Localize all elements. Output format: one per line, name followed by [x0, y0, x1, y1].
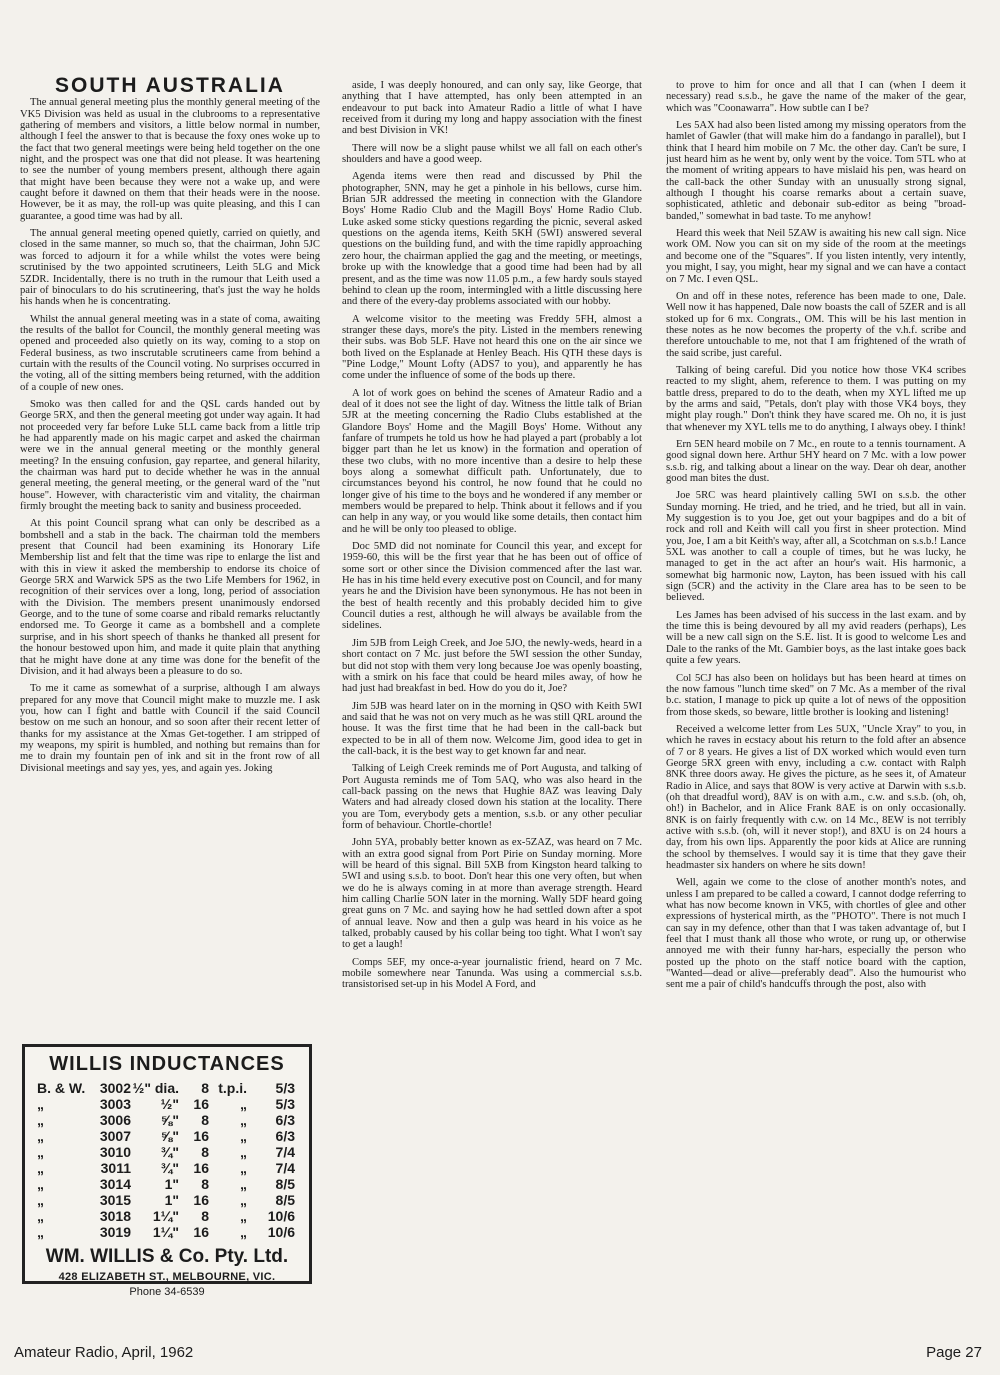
paragraph: to prove to him for once and all that I can (when I deem it necessary) read s.s.b., he gave the name of the maker of the gear, which was "Coonawarra". How subtle can I be? — [666, 80, 966, 114]
advert-cell: ½" dia. — [132, 1080, 179, 1096]
advert-cell: 10/6 — [267, 1208, 295, 1224]
footer-page-number: Page 27 — [926, 1344, 982, 1361]
advert-cell: „ — [37, 1192, 44, 1208]
paragraph: A lot of work goes on behind the scenes of Amateur Radio and a deal of it does not see the light of day. Witness the little talk of Brian 5JR at the meeting concerning the Radio Clubs established at the Glandore Boys' Home and the Magill Boys' Home. Without any fanfare of trumpets he told us how he had played a part (probably a lot bigger part than he let us know) in the formation and operation of these two clubs, with no more incentive than a desire to help these boys along a somewhat difficult path. Unfortunately, due to circumstances beyond his control, he now found that he could no longer give of his time to the boys and he wondered if any member or members would be prepared to help. Think about it fellows and if you can help in any way, or you would like some details, then contact him and he will be only too pleased to oblige. — [342, 387, 642, 535]
paragraph: Comps 5EF, my once-a-year journalistic friend, heard on 7 Mc. mobile somewhere near Tanunda. Was using a commercial s.s.b. transistorised set-up in his Model A Ford, and — [342, 956, 642, 991]
page-content — [20, 76, 988, 1336]
advert-row — [37, 1080, 301, 1096]
advert-cell: „ — [37, 1144, 44, 1160]
paragraph: The annual general meeting plus the monthly general meeting of the VK5 Division was held as usual in the clubrooms to a representative gathering of members and visitors, a little below normal in number, although I feel the answer to that is because the foxy ones woke up to the fact that two general meetings were being held together on the one night, and the prospect was one that did not please. It was heartening to see the number of young members present, although there again that might have been because they were not a wake up, and were caught before it dawned on them that their heads were in the noose. However, be it as may, the roll-up was quite pleasing, and this I can guarantee, a good time was had by all. — [20, 97, 320, 222]
advert-cell: 1" — [164, 1192, 179, 1208]
advert-row — [37, 1208, 301, 1224]
paragraph: On and off in these notes, reference has been made to one, Dale. Well now it has happened, Dale now boasts the call of 5ZER and is all stoked up for 6 mx. Congrats., OM. This will be his last mention in these notes as he now becomes the property of the v.h.f. scribe and therefore untouchable to me, not that I am frightened of the wrath of the said scribe, just careful. — [666, 290, 966, 359]
advert-cell: 8 — [201, 1112, 209, 1128]
column-3 — [666, 80, 966, 1340]
advert-cell: 5/3 — [275, 1096, 295, 1112]
paragraph: John 5YA, probably better known as ex-5ZAZ, was heard on 7 Mc. with an extra good signal from Port Pirie on Sunday morning. More will be heard of this signal. Bill 5XB from Kingston heard talking to 5WI and using s.s.b. to boot. Don't hear this one very often, but when we do he is always coming in at more than average strength. Heard him calling Charlie 5ON later in the morning. Wally 5DF heard going great guns on 7 Mc. and saying how he had settled down after a spot of annual leave. Now and then a gulp was heard in his voice as he talked, probably caused by his collar being too tight. What I won't say to get a laugh! — [342, 837, 642, 951]
advert-cell: 7/4 — [275, 1144, 295, 1160]
advert-row — [37, 1144, 301, 1160]
advert-cell: „ — [37, 1224, 44, 1240]
advert-cell: 1¼" — [152, 1224, 179, 1240]
paragraph: Talking of being careful. Did you notice how those VK4 scribes reacted to my slight, ahem, reference to them. I was putting on my battle dress, prepared to do to the death, when my XYL lifted me up by the arms and said, "Petals, don't play with those VK4 boys, they might play rough." Don't think they have scared me. Oh no, it is just that whenever my XYL tells me to do anything, I always obey. I think! — [666, 364, 966, 433]
paragraph: Jim 5JB was heard later on in the morning in QSO with Keith 5WI and said that he was not on very much as he was still QRL around the house. It was the first time that he had been in the call-back but expected to be in all of them now. Welcome Jim, good idea to get in the call-back, it is the best way to get known far and near. — [342, 700, 642, 757]
paragraph: Whilst the annual general meeting was in a state of coma, awaiting the results of the ballot for Council, the monthly general meeting was opened and proceeded also quietly on its way, coming to a stop on Federal business, as two inscrutable scrutineers came from behind a curtain with the results of the Council voting. No surprises occurred in the voting, all of the sitting members being returned, with the addition of a couple of new ones. — [20, 313, 320, 393]
paragraph: Heard this week that Neil 5ZAW is awaiting his new call sign. Nice work OM. Now you can sit on my side of the room at the meetings and become one of the "Squares". If you listen intently, very intently, you might, I say, you might, hear my signal and we can have a contact on 7 Mc. I even QSL. — [666, 228, 966, 285]
paragraph: At this point Council sprang what can only be described as a bombshell and a stab in the back. The chairman told the members present that Council had been examining its Honorary Life Membership list and felt that the time was ripe to enlarge the list and with this in view it asked the membership to endorse its choice of George 5RX and Warwick 5PS as the two Life Members for 1962, in recognition of their services over a long, long, period of association with the Division. The members present unanimously endorsed George, and to the tune of some coarse and ribald remarks reluctantly endorsed me. To George it came as a bombshell and a complete surprise, and in his short speech of thanks he thanked all present for the honour bestowed upon him, and made it quite plain that anything that he might have done at any time was done for the benefit of the Division, and it had always been a pleasure to do so. — [20, 518, 320, 677]
advert-cell: „ — [240, 1208, 247, 1224]
advert-cell: 3011 — [100, 1160, 131, 1176]
advert-cell: „ — [240, 1192, 247, 1208]
advert-cell: 3019 — [99, 1224, 131, 1240]
advert-cell: 3014 — [99, 1176, 131, 1192]
advert-cell: 8 — [201, 1176, 209, 1192]
advert-cell: t.p.i. — [218, 1080, 247, 1096]
advert-cell: „ — [37, 1160, 44, 1176]
paragraph: Doc 5MD did not nominate for Council this year, and except for 1959-60, this will be the first year that he has been out of office of some sort or other since the Division commenced after the last war. He has in his time held every executive post on Council, and for many years he and the Division have been synonymous. He has not been in the best of health recently and this probably decided him to give Council duties a rest, although he will always be available from the sidelines. — [342, 541, 642, 632]
advert-cell: ¾" — [160, 1160, 179, 1176]
advert-cell: „ — [37, 1208, 44, 1224]
advert-row — [37, 1176, 301, 1192]
advert-cell: „ — [240, 1112, 247, 1128]
advert-cell: 3010 — [99, 1144, 131, 1160]
paragraph: Received a welcome letter from Les 5UX, "Uncle Xray" to you, in which he raves in ecstacy about his return to the fold after an absence of 7 or 8 years. He gives a list of DX worked which would even turn George 5RX green with envy, including a c.w. contact with Ralph 8NK three doors away. He gives the picture, as he sees it, of Amateur Radio in Alice, and says that 8OW is very active at Darwin with s.s.b. (oh that dreadful word), 8AV is on with a.m., c.w. and s.s.b. (oh, oh, oh!) in Bachelor, and in Alice Frank 8AE is on only occasionally. 8NK is on fairly frequently with c.w. on 14 Mc., 8EW is not terribly active with s.s.b. (oh, will it never stop!), and 8XU is on 24 hours a day, from his own lips. Apparently the poor kids at Alice are running the school by themselves. I would say it is time that they gave their headmaster six handers on where he sits down! — [666, 723, 966, 871]
paragraph: Well, again we come to the close of another month's notes, and unless I am prepared to be called a coward, I cannot dodge referring to what has now become known in VK5, with chortles of glee and other expressions of hysterical mirth, as the "PHOTO". There is not much I can say in my defence, other than that I was taken advantage of, but I feel that I must thank all those who wrote, or rung up, or otherwise annoyed me with their funny har-hars, especially the person who posted up the photo on the staff notice board with the caption, "Wanted—dead or alive—preferably dead". Also the humourist who sent me a pair of child's handcuffs through the post, also with — [666, 877, 966, 991]
advert-cell: ½" — [160, 1096, 179, 1112]
advert-cell: „ — [37, 1128, 44, 1144]
paragraph: Les 5AX had also been listed among my missing operators from the hamlet of Gawler (that will make him do a fandango in parallel), but I think that I heard him mobile on 7 Mc. the other day. Can't be sure, I just heard him as he went by, only went by the voice. Tom 5TL who at the moment of writing appears to have mislaid his pen, was heard on the call-back the other Sunday with an unusually strong signal, although I thought his coarse remarks about a certain suave, sophisticated, athletic and debonair sub-editor as being "broad-banded," somewhat in bad taste. To me anyhow! — [666, 120, 966, 222]
advert-cell: 7/4 — [275, 1160, 295, 1176]
willis-inductances-advert — [22, 1044, 312, 1298]
paragraph: Agenda items were then read and discussed by Phil the photographer, 5NN, may he get a pinhole in his bellows, curse him. Brian 5JR addressed the meeting in connection with the Glandore Boys' Home Radio Club and the Magill Boys' Home Radio Club. Luke asked some sticky questions regarding the picnic, several asked questions on the agenda items, Keith 5KH (5WI) answered several questions on the building fund, and with the time rapidly approaching zero hour, the chairman applied the gag and the meeting, or meetings, broke up with the knowledge that a good time had been had by all present, and as the time was now 11.05 p.m., a few hardy souls stayed behind to clean up the room, intermingled with a little discussing here and there of the every-day problems associated with our hobby. — [342, 171, 642, 308]
column-3-text — [666, 80, 966, 991]
advert-cell: „ — [37, 1112, 44, 1128]
advert-cell: 16 — [193, 1192, 209, 1208]
advert-cell: 3015 — [99, 1192, 131, 1208]
paragraph: Col 5CJ has also been on holidays but has been heard at times on the now famous "lunch time sked" on 7 Mc. As a member of the rival b.c. station, I manage to pick up quite a lot of news of the opposition from those skeds, so beware, little brother is looking and listening! — [666, 672, 966, 718]
advert-cell: ⅝" — [160, 1112, 179, 1128]
paragraph: aside, I was deeply honoured, and can only say, like George, that anything that I have attempted, has only been attempted in an endeavour to put back into Amateur Radio a little of what I have received from it during my long and happy association with the finest and best Division in VK! — [342, 80, 642, 137]
advert-cell: 8/5 — [275, 1192, 295, 1208]
advert-cell: „ — [240, 1096, 247, 1112]
advert-cell: B. & W. — [37, 1080, 86, 1096]
advert-cell: 16 — [193, 1128, 209, 1144]
paragraph: To me it came as somewhat of a surprise, although I am always prepared for any move that Council might make to muzzle me. I ask you, how can I fight and battle with Council if the said Council bestow on me such an honour, and so soon after their recent letter of thanks for my assistance at the Xmas Get-together. I am stripped of my weapons, my spirit is humbled, and nothing but remains than for me to drain my fountain pen of ink and sit in the front row of all Divisional meetings and say yes, yes, and again yes. Joking — [20, 683, 320, 774]
paragraph: The annual general meeting opened quietly, carried on quietly, and closed in the same manner, so much so, that the chairman, John 5JC was forced to adjourn it for a while whilst the votes were being scrutinised by the two appointed scrutineers, Leith 5LG and Mick 5ZDR. Incidentally, there is no truth in the rumour that Leith used a pair of binoculars to do his scrutineering, that's just the way he holds his hands when he is concentrating. — [20, 228, 320, 308]
advert-title: WILLIS INDUCTANCES — [49, 1053, 285, 1075]
advert-cell: „ — [240, 1160, 247, 1176]
paragraph: Joe 5RC was heard plaintively calling 5WI on s.s.b. the other Sunday morning. He tried, and he tried, and he tried, but all in vain. My suggestion is to you Joe, get out your bagpipes and do a bit of rock and roll and Keith will call you first in sheer protection. Mind you, Joe, I am a bit Keith's way, after all, a Scotchman on s.s.b.! Lance 5XL was another to call a couple of times, but he was lucky, he managed to get in the act after an hour's wait. His harmonic, a somewhat big harmonic now, Layton, has been issued with his call sign (5CR) and the activity in the Clare area has to be seen to be believed. — [666, 490, 966, 604]
advert-row — [37, 1224, 301, 1240]
advert-row — [37, 1112, 301, 1128]
advert-row — [37, 1128, 301, 1144]
advert-cell: „ — [37, 1176, 44, 1192]
advert-cell: „ — [37, 1096, 44, 1112]
paragraph: Ern 5EN heard mobile on 7 Mc., en route to a tennis tournament. A good signal down here. Arthur 5HY heard on 7 Mc. with a low power s.s.b. rig, and talking about a linear on the way. Dear oh dear, another good man bites the dust. — [666, 438, 966, 484]
advert-cell: 3006 — [99, 1112, 131, 1128]
advert-row — [37, 1160, 301, 1176]
advert-cell: 1" — [164, 1176, 179, 1192]
advert-row — [37, 1096, 301, 1112]
paragraph: Talking of Leigh Creek reminds me of Port Augusta, and talking of Port Augusta reminds me of Tom 5AQ, who was also heard in the call-back passing on the news that Hughie 8AZ was leaving Daly Waters and had already closed down his station at the locality. There you are Tom, everybody gets a mention, s.s.b. or any other peculiar form of behaviour. Chortle-chortle! — [342, 763, 642, 831]
advert-cell: „ — [240, 1144, 247, 1160]
advert-cell: 5/3 — [275, 1080, 295, 1096]
advert-cell: 6/3 — [275, 1128, 295, 1144]
advert-cell: ⅝" — [160, 1128, 179, 1144]
advert-cell: „ — [240, 1128, 247, 1144]
advert-phone: Phone 34-6539 — [129, 1286, 205, 1298]
advert-cell: 1¼" — [152, 1208, 179, 1224]
advert-cell: 16 — [193, 1224, 209, 1240]
footer-publication: Amateur Radio, April, 1962 — [14, 1344, 194, 1361]
paragraph: Les James has been advised of his success in the last exam. and by the time this is being devoured by all my avid readers (perhaps), Les will be a new call sign on the S.E. list. It is good to welcome Les and Dale to the ranks of the Mt. Gambier boys, as the last intake goes back quite a few years. — [666, 609, 966, 667]
paragraph: A welcome visitor to the meeting was Freddy 5FH, almost a stranger these days, more's the pity. Listed in the members renewing their subs. was Bob 5LF. Have not heard this one on the air since we both lived on the Esplanade at Henley Beach. His QTH these days is "Pine Lodge," Mount Lofty (ADS7 to you), and apparently he has come under the influence of some of the bods up there. — [342, 313, 642, 382]
column-2 — [342, 80, 642, 1340]
advert-cell: „ — [240, 1176, 247, 1192]
advert-cell: 10/6 — [267, 1224, 295, 1240]
column-2-text — [342, 80, 642, 991]
section-title: SOUTH AUSTRALIA — [55, 76, 285, 97]
advert-cell: 16 — [193, 1160, 209, 1176]
paragraph: There will now be a slight pause whilst we all fall on each other's shoulders and have a good weep. — [342, 142, 642, 166]
advert-cell: 3003 — [99, 1096, 131, 1112]
advert-cell: 6/3 — [275, 1112, 295, 1128]
advert-cell: 8 — [201, 1144, 209, 1160]
paragraph: Smoko was then called for and the QSL cards handed out by George 5RX, and then the general meeting got under way again. It had not proceeded very far before Luke 5LL came back from a little trip he had apparently made on his magic carpet and asked the chairman were we in the annual general meeting or the monthly general meeting? In the ensuing confusion, gay repartee, and general hilarity, the chairman was hard put to decide whether he was in the annual general meeting, the general meeting, or the general ward of the "nut house". However, with characteristic vim and vitality, the chairman firmly brought the meeting back to sanity and business proceeded. — [20, 398, 320, 513]
column-1-text — [20, 97, 320, 774]
advert-row — [37, 1192, 301, 1208]
advert-cell: 16 — [193, 1096, 209, 1112]
advert-cell: „ — [240, 1224, 247, 1240]
advert-cell: 8/5 — [275, 1176, 295, 1192]
advert-cell: 3018 — [99, 1208, 131, 1224]
paragraph: Jim 5JB from Leigh Creek, and Joe 5JO, the newly-weds, heard in a short contact on 7 Mc. just before the 5WI session the other Sunday, but did not stop with them very long because Joe was openly boasting, with a smirk on his face that could be heard miles away, of how he had just had breakfast in bed. How do you do it, Joe? — [342, 637, 642, 695]
advert-cell: 8 — [201, 1208, 209, 1224]
advert-cell: 3007 — [99, 1128, 131, 1144]
advert-cell: ¾" — [160, 1144, 179, 1160]
advert-address: 428 ELIZABETH ST., MELBOURNE, VIC. — [58, 1271, 276, 1283]
advert-cell: 3002 — [99, 1080, 131, 1096]
advert-price-table — [37, 1080, 301, 1240]
advert-cell: 8 — [201, 1080, 209, 1096]
advert-company: WM. WILLIS & Co. Pty. Ltd. — [45, 1246, 289, 1267]
